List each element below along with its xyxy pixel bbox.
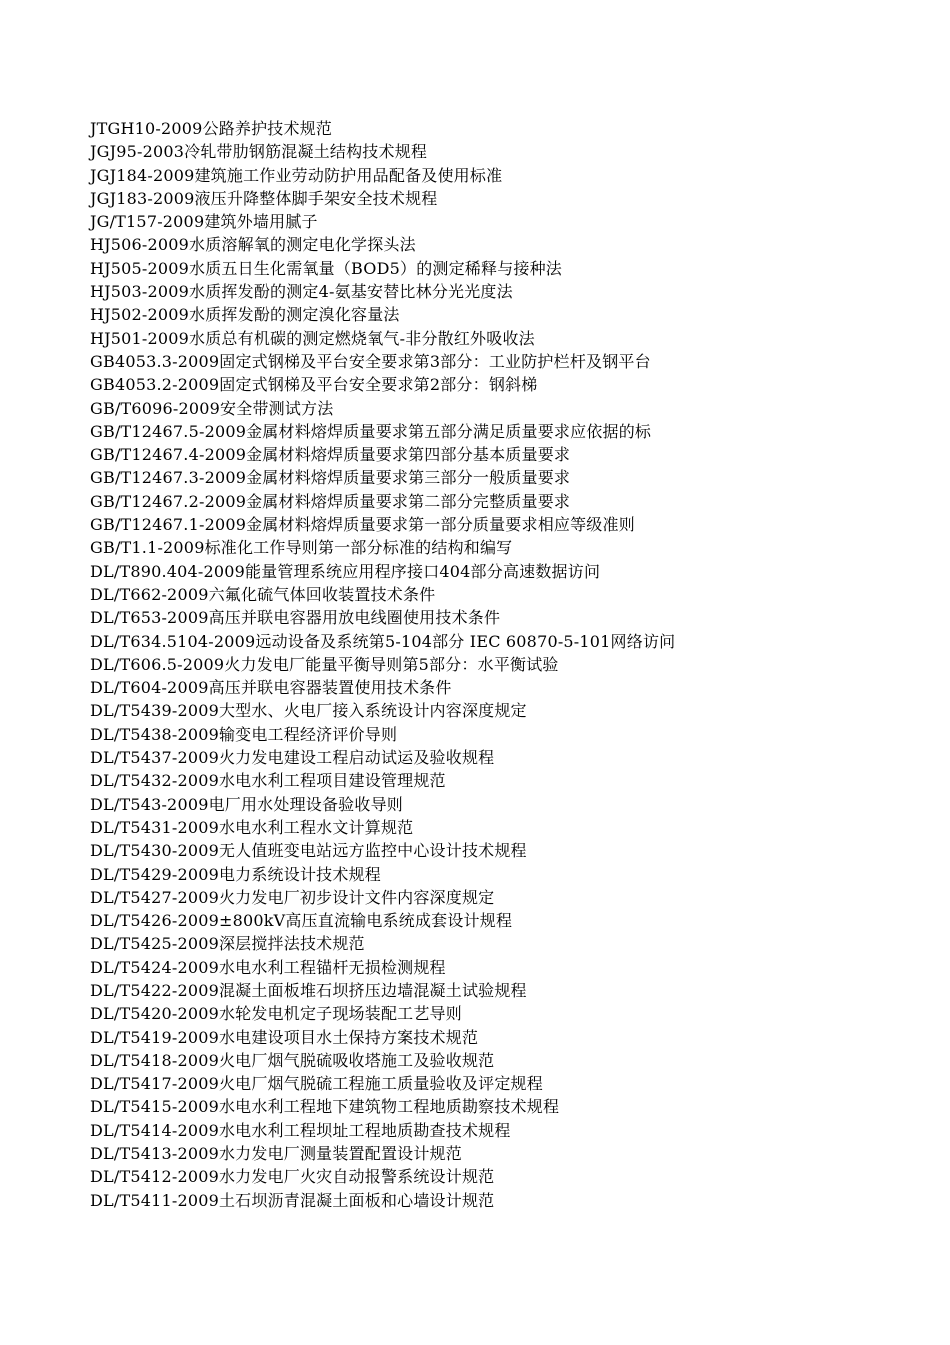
list-item: GB/T1.1-2009标准化工作导则第一部分标准的结构和编写 <box>90 538 513 558</box>
list-item: DL/T606.5-2009火力发电厂能量平衡导则第5部分：水平衡试验 <box>90 654 559 674</box>
list-item: GB4053.2-2009固定式钢梯及平台安全要求第2部分：钢斜梯 <box>90 375 538 395</box>
list-item: JGJ184-2009建筑施工作业劳动防护用品配备及使用标准 <box>90 165 503 185</box>
list-item: DL/T5420-2009水轮发电机定子现场装配工艺导则 <box>90 1004 462 1024</box>
list-item: DL/T5432-2009水电水利工程项目建设管理规范 <box>90 771 446 791</box>
list-item: HJ506-2009水质溶解氧的测定电化学探头法 <box>90 235 416 255</box>
list-item: DL/T5413-2009水力发电厂测量装置配置设计规范 <box>90 1144 462 1164</box>
list-item: JG/T157-2009建筑外墙用腻子 <box>90 212 318 232</box>
standards-list <box>90 117 675 1212</box>
list-item: JGJ95-2003冷轧带肋钢筋混凝土结构技术规程 <box>90 142 428 162</box>
list-item: GB/T6096-2009安全带测试方法 <box>90 398 334 418</box>
list-item: GB/T12467.2-2009金属材料熔焊质量要求第二部分完整质量要求 <box>90 491 571 511</box>
list-item: HJ505-2009水质五日生化需氧量（BOD5）的测定稀释与接种法 <box>90 258 563 278</box>
list-item: DL/T5431-2009水电水利工程水文计算规范 <box>90 817 414 837</box>
list-item: DL/T543-2009电厂用水处理设备验收导则 <box>90 794 403 814</box>
list-item: HJ502-2009水质挥发酚的测定溴化容量法 <box>90 305 400 325</box>
list-item: JGJ183-2009液压升降整体脚手架安全技术规程 <box>90 188 438 208</box>
list-item: DL/T5414-2009水电水利工程坝址工程地质勘查技术规程 <box>90 1120 511 1140</box>
list-item: DL/T5430-2009无人值班变电站远方监控中心设计技术规程 <box>90 841 527 861</box>
list-item: DL/T5422-2009混凝土面板堆石坝挤压边墙混凝土试验规程 <box>90 980 527 1000</box>
list-item: DL/T5418-2009火电厂烟气脱硫吸收塔施工及验收规范 <box>90 1050 495 1070</box>
list-item: HJ501-2009水质总有机碳的测定燃烧氧气-非分散红外吸收法 <box>90 328 535 348</box>
list-item: DL/T5411-2009土石坝沥青混凝土面板和心墙设计规范 <box>90 1190 495 1210</box>
list-item: DL/T890.404-2009能量管理系统应用程序接口404部分高速数据访问 <box>90 561 601 581</box>
list-item: DL/T5424-2009水电水利工程锚杆无损检测规程 <box>90 957 446 977</box>
list-item: DL/T5426-2009±800kV高压直流输电系统成套设计规程 <box>90 911 513 931</box>
list-item: DL/T5415-2009水电水利工程地下建筑物工程地质勘察技术规程 <box>90 1097 560 1117</box>
list-item: GB/T12467.4-2009金属材料熔焊质量要求第四部分基本质量要求 <box>90 445 571 465</box>
list-item: DL/T5439-2009大型水、火电厂接入系统设计内容深度规定 <box>90 701 527 721</box>
list-item: GB/T12467.5-2009金属材料熔焊质量要求第五部分满足质量要求应依据的标 <box>90 421 652 441</box>
list-item: DL/T653-2009高压并联电容器用放电线圈使用技术条件 <box>90 608 501 628</box>
list-item: DL/T5438-2009输变电工程经济评价导则 <box>90 724 398 744</box>
list-item: DL/T5429-2009电力系统设计技术规程 <box>90 864 381 884</box>
list-item: DL/T5427-2009火力发电厂初步设计文件内容深度规定 <box>90 887 495 907</box>
list-item: DL/T5425-2009深层搅拌法技术规范 <box>90 934 365 954</box>
list-item: GB/T12467.3-2009金属材料熔焊质量要求第三部分一般质量要求 <box>90 468 571 488</box>
list-item: JTGH10-2009公路养护技术规范 <box>90 119 333 138</box>
list-item: DL/T662-2009六氟化硫气体回收装置技术条件 <box>90 584 436 604</box>
list-item: DL/T5417-2009火电厂烟气脱硫工程施工质量验收及评定规程 <box>90 1074 543 1094</box>
list-item: GB/T12467.1-2009金属材料熔焊质量要求第一部分质量要求相应等级准则 <box>90 515 635 535</box>
list-item: GB4053.3-2009固定式钢梯及平台安全要求第3部分：工业防护栏杆及钢平台 <box>90 351 651 371</box>
list-item: DL/T5412-2009水力发电厂火灾自动报警系统设计规范 <box>90 1167 495 1187</box>
list-item: DL/T604-2009高压并联电容器装置使用技术条件 <box>90 678 452 698</box>
list-item: DL/T5419-2009水电建设项目水土保持方案技术规范 <box>90 1027 479 1047</box>
list-item: HJ503-2009水质挥发酚的测定4-氨基安替比林分光光度法 <box>90 282 513 302</box>
list-item: DL/T634.5104-2009远动设备及系统第5-104部分 IEC 60870-5-101网络访问 <box>90 631 676 651</box>
list-item: DL/T5437-2009火力发电建设工程启动试运及验收规程 <box>90 748 495 768</box>
